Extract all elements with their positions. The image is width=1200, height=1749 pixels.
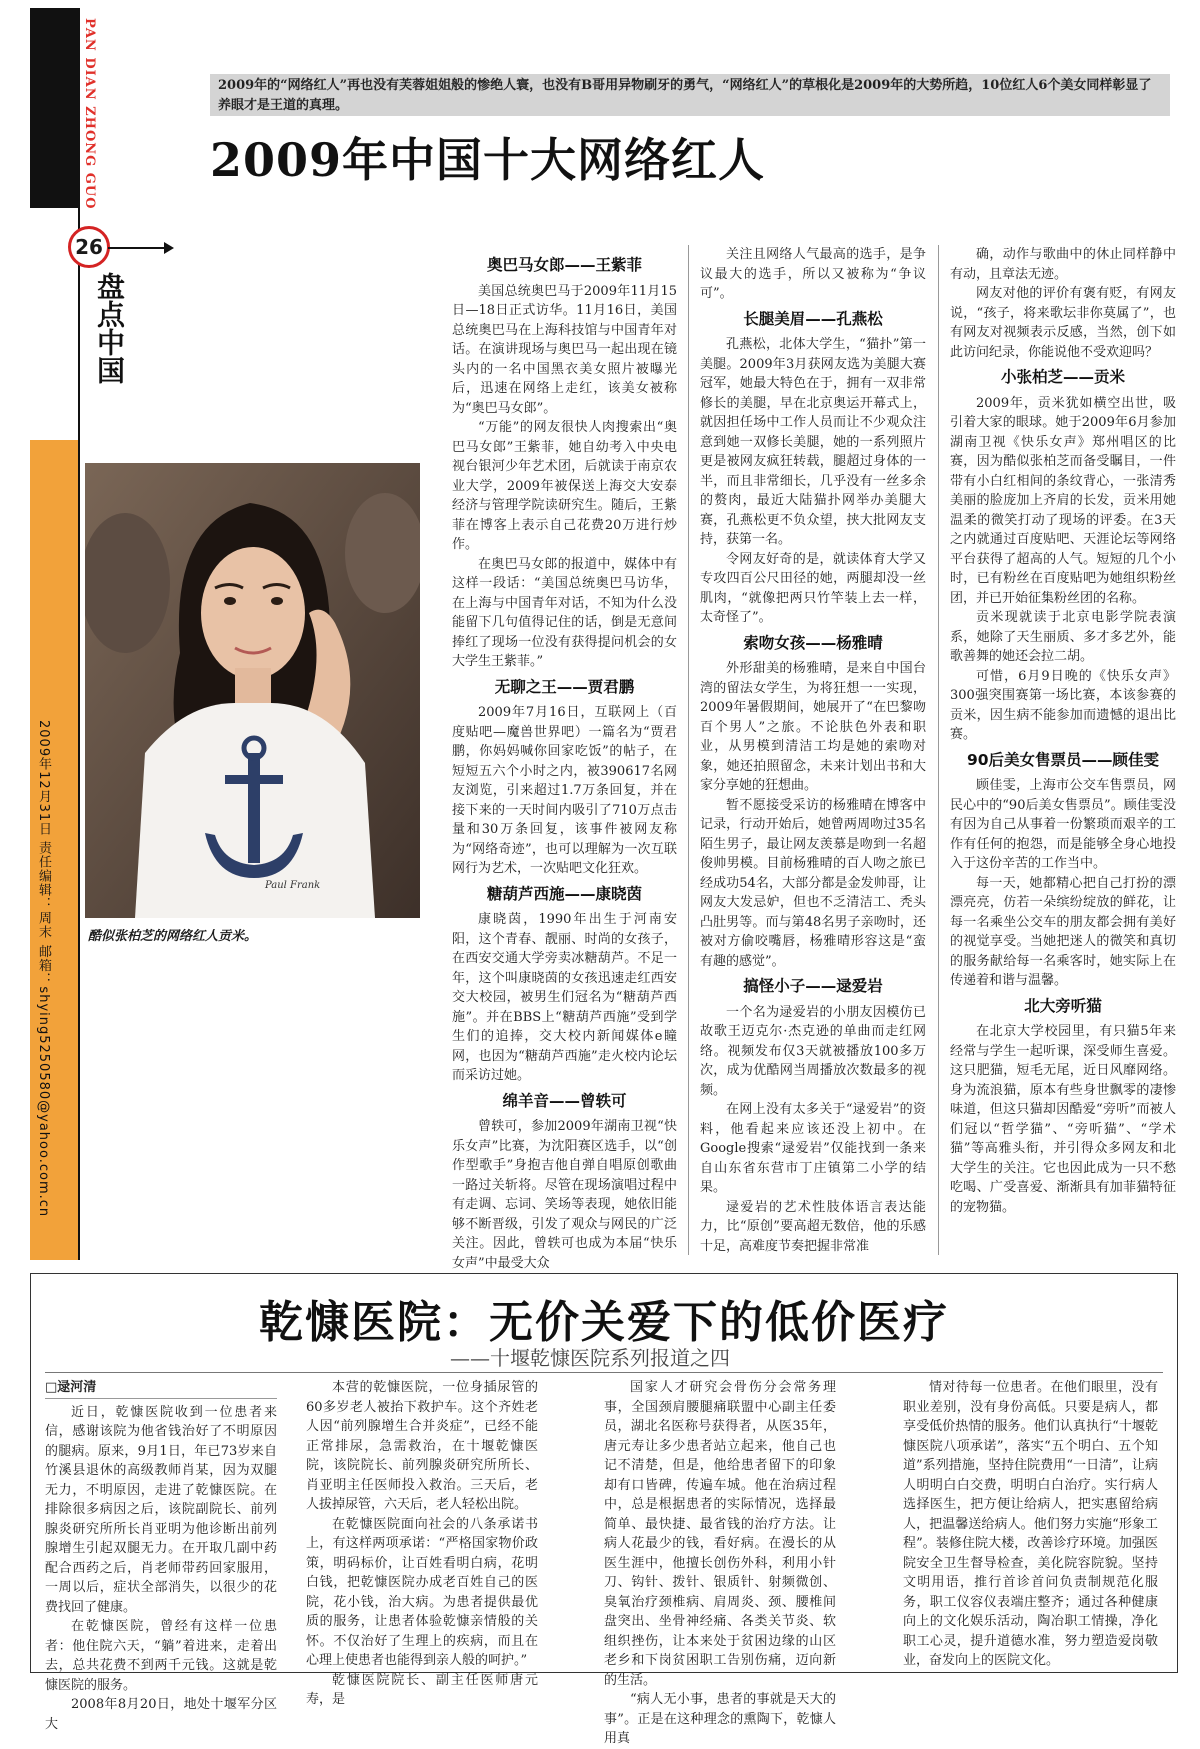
article-column-3: [950, 245, 1176, 1217]
paragraph: 暂不愿接受采访的杨雅晴在博客中记录，行动开始后，她曾两周吻过35名陌生男子，最让网友羡慕是吻到一名超俊帅男模。目前杨雅晴的百人吻之旅已经成功54名，大部分都是金发帅哥，让网友大发忌妒，但也不乏清洁工、秃头凸肚男等。而与第48名男子亲吻时，还被对方偷咬嘴唇，杨雅晴形容这是“蛮有趣的感觉”。: [700, 797, 926, 969]
paragraph: 关注且网络人气最高的选手，是争议最大的选手，所以又被称为“争议可”。: [700, 247, 926, 301]
paragraph: 顾佳雯，上海市公交车售票员，网民心中的“90后美女售票员”。顾佳雯没有因为自己从事着一份繁琐而艰辛的工作有任何的抱怨，而是能够全身心地投入于这份辛苦的工作当中。: [950, 778, 1176, 871]
paragraph: 在乾慷医院，曾经有这样一位患者：他住院六天，“躺”着进来，走着出去，总共花费不到两千元钱。这就是乾慷医院的服务。: [45, 1619, 277, 1693]
sidebar-rule: [78, 8, 80, 1260]
column-divider: [688, 245, 689, 1255]
paragraph: 在奥巴马女郎的报道中，媒体中有这样一段话：“美国总统奥巴马访华，在上海与中国青年对话，不知为什么没能留下几句值得记住的话，倒是无意间捧红了现场一位没有获得提问机会的女大学生王紫菲。”: [452, 556, 677, 669]
advertorial-subtitle: ——十堰乾慷医院系列报道之四: [450, 1346, 730, 1370]
paragraph: 贡米现就读于北京电影学院表演系，她除了天生丽质、多才多艺外，能歌善舞的她还会拉二胡。: [950, 610, 1176, 664]
section-heading: 90后美女售票员——顾佳雯: [966, 750, 1160, 769]
section-heading: 奥巴马女郎——王紫菲: [486, 256, 642, 274]
paragraph: 在网上没有太多关于“逯爱岩”的资料，他看起来应该还没上初中。在Google搜索“逯爱岩”仅能找到一条来自山东省东营市丁庄镇第二小学的结果。: [700, 1102, 926, 1195]
advertorial-column-2: [306, 1378, 538, 1710]
paragraph: 确，动作与歌曲中的休止同样静中有动，且章法无迹。: [950, 247, 1176, 282]
column-divider: [938, 245, 939, 1255]
paragraph: 国家人才研究会骨伤分会常务理事，全国颈肩腰腿痛联盟中心副主任委员，湖北名医称号获得者，从医35年，唐元寿让多少患者站立起来，他自己也记不清楚，但是，他给患者留下的印象却有口皆碑，传遍车城。他在治病过程中，总是根据患者的实际情况，选择最简单、最快捷、最省钱的治疗方法。让病人花最少的钱，看好病。在漫长的从医生涯中，他擅长创伤外科，利用小针刀、钩针、拨针、银质针、射频微创、臭氧治疗颈椎病、肩周炎、颈、腰椎间盘突出、坐骨神经痛、各类关节炎、软组织挫伤，让本来处于贫困边缘的山区老乡和下岗贫困职工告别伤痛，迈向新的生活。: [604, 1380, 836, 1688]
page-number: 26: [68, 226, 110, 268]
section-heading: 小张柏芝——贡米: [1000, 368, 1125, 386]
paragraph: 情对待每一位患者。在他们眼里，没有职业差别，没有身份高低。只要是病人，都享受低价热情的服务。他们认真执行“十堰乾慷医院八项承诺”，落实“五个明白、五个知道”系列措施，坚持住院费用“一日清”，让病人明明白白交费，明明白白治疗。实行病人选择医生，把方便让给病人，把实惠留给病人，把温馨送给病人。他们努力实施“形象工程”。装修住院大楼，改善诊疗环境。加强医院安全卫生督导检查，美化院容院貌。坚持文明用语，推行首诊首问负责制规范化服务，职工仪容仪表端庄整齐；通过各种健康向上的文化娱乐活动，陶冶职工情操，净化职工心灵，提升道德水准，努力塑造爱岗敬业，奋发向上的医院文化。: [903, 1380, 1158, 1668]
advertorial-author: □逯河清: [45, 1378, 277, 1399]
section-heading: 长腿美眉——孔燕松: [743, 309, 883, 328]
paragraph: 美国总统奥巴马于2009年11月15日—18日正式访华。11月16日，美国总统奥巴马在上海科技馆与中国青年对话。在演讲现场与奥巴马一起出现在镜头内的一名中国黑衣美女照片被曝光后，迅速在网络上走红，该美女被称为“奥巴马女郎”。: [452, 283, 677, 416]
paragraph: 近日，乾慷医院收到一位患者来信，感谢该院为他省钱治好了不明原因的腿病。原来，9月1日，年已73岁来自竹溪县退休的高级教师肖某，因为双腿无力，不明原因，走进了乾慷医院。在排除很多病因之后，该院副院长、前列腺炎研究所所长肖亚明为他诊断出前列腺增生引起双腿无力。在开取几副中药配合西药之后，肖老师带药回家服用，一周以后，症状全部消失，以很少的花费找回了健康。: [45, 1404, 277, 1615]
photo-caption: 酷似张柏芝的网络红人贡米。: [88, 929, 258, 944]
paragraph: 令网友好奇的是，就读体育大学又专攻四百公尺田径的她，两腿却没一丝肌肉，“就像把两只竹竿装上去一样，太奇怪了”。: [700, 551, 926, 625]
paragraph: 2008年8月20日，地处十堰军分区大: [45, 1697, 277, 1732]
tshirt-text: Paul Frank: [265, 880, 321, 891]
paragraph: 2009年，贡米犹如横空出世，吸引着大家的眼球。她于2009年6月参加湖南卫视《快乐女声》郑州唱区的比赛，因为酷似张柏芝而备受瞩目，一件带有小白红相间的条纹背心，一张清秀美丽的脸庞加上齐肩的长发，贡米用她温柔的微笑打动了现场的评委。在3天之内就通过百度贴吧、天涯论坛等网络平台获得了超高的人气。短短的几个小时，已有粉丝在百度贴吧为她组织粉丝团，并已开始征集粉丝团的名称。: [950, 395, 1176, 606]
paragraph: 乾慷医院院长、副主任医师唐元寿，是: [306, 1672, 538, 1707]
paragraph: 每一天，她都精心把自己打扮的漂漂亮亮，仿若一朵缤纷绽放的鲜花，让每一名乘坐公交车的朋友都会拥有美好的视觉享受。当她把迷人的微笑和真切的服务献给每一名乘客时，她实际上在传递着和谐与温馨。: [950, 875, 1176, 988]
paragraph: 康晓茵，1990年出生于河南安阳，这个青春、靓丽、时尚的女孩子，在西安交通大学旁卖冰糖葫芦。不足一年，这个叫康晓茵的女孩迅速走红西安交大校园，被男生们冠名为“糖葫芦西施”。并在BBS上“糖葫芦西施”受到学生们的追捧，交大校内新闻媒体e瞳网，也因为“糖葫芦西施”走火校内论坛而采访过她。: [452, 912, 677, 1083]
paragraph: 可惜，6月9日晚的《快乐女声》300强突围赛第一场比赛，本该参赛的贡米，因生病不能参加而遗憾的退出比赛。: [950, 668, 1176, 742]
section-heading: 绵羊音——曾轶可: [502, 1091, 627, 1110]
intro-lede: 2009年的“网络红人”再也没有芙蓉姐姐般的惨绝人寰，也没有B哥用异物刷牙的勇气，“网络红人”的草根化是2009年的大势所趋，10位红人6个美女同样彰显了养眼才是王道的真理。: [210, 74, 1170, 116]
advertorial-column-1: [45, 1378, 277, 1734]
paragraph: 孔燕松，北体大学生，“猫扑”第一美腿。2009年3月获网友选为美腿大赛冠军，她最大特色在于，拥有一双非常修长的美腿，早在北京奥运开幕式上，就因担任场中工作人员而让不少观众注意到她一双修长美腿，她的一系列照片更是被网友疯狂转载，腿超过身体的一半，而且非常细长，几乎没有一丝多余的赘肉，最近大陆猫扑网举办美腿大赛，孔燕松更不负众望，挟大批网友支持，获第一名。: [700, 337, 926, 547]
paragraph: 外形甜美的杨雅晴，是来自中国台湾的留法女学生，为将狂想一一实现，2009年暑假期间，她展开了“在巴黎吻百个男人”之旅。不论肤色外表和职业，从男模到清洁工均是她的索吻对象，她还拍照留念，未来计划出书和大家分享她的狂想曲。: [700, 661, 926, 793]
advertorial-column-4: [903, 1378, 1158, 1671]
section-heading: 无聊之王——贾君鹏: [494, 677, 635, 696]
paragraph: 曾轶可，参加2009年湖南卫视“快乐女声”比赛，为沈阳赛区选手，以“创作型歌手”身抱吉他自弹自唱原创歌曲一路过关斩将。尽管在现场演唱过程中有走调、忘词、笑场等表现，她依旧能够不断晋级，引发了观众与网民的广泛关注。因此，曾轶可也成为本届“快乐女声”中最受大众: [452, 1119, 677, 1271]
advertorial-title: 乾慷医院：无价关爱下的低价医疗: [259, 1297, 949, 1348]
advertorial-column-3: [604, 1378, 836, 1749]
section-heading: 北大旁听猫: [1024, 996, 1102, 1015]
article-column-1: [452, 250, 677, 1273]
section-heading: 搞怪小子——逯爱岩: [743, 977, 883, 995]
section-title: 盘点中国: [93, 272, 126, 384]
section-heading: 索吻女孩——杨雅晴: [743, 633, 883, 652]
paragraph: “病人无小事，患者的事就是天大的事”。正是在这种理念的熏陶下，乾慷人用真: [604, 1692, 836, 1746]
portrait-illustration: [85, 463, 420, 918]
paragraph: 网友对他的评价有褒有贬，有网友说，“孩子，将来歌坛非你莫属了”，也有网友对视频表示反感，当然，创下如此访问纪录，你能说他不受欢迎吗？: [950, 286, 1176, 360]
paragraph: 在乾慷医院面向社会的八条承诺书上，有这样两项承诺：“严格国家物价政策，明码标价，让百姓看明白病，花明白钱，把乾慷医院办成老百姓自己的医院，花小钱，治大病。为患者提供最优质的服务，让患者体验乾慷亲情般的关怀。不仅治好了生理上的疾病，而且在心理上使患者也能得到亲人般的呵护。”: [306, 1516, 538, 1668]
issue-meta: 2009年12月31日 责任编辑：周末 邮箱：shying5250580@yahoo.com.cn: [36, 720, 51, 1218]
paragraph: 逯爱岩的艺术性肢体语言表达能力，比“原创”要高超无数倍，他的乐感十足，高难度节奏把握非常准: [700, 1199, 926, 1254]
article-column-2: [700, 245, 926, 1256]
paragraph: 一个名为逯爱岩的小朋友因模仿已故歌王迈克尔·杰克逊的单曲而走红网络。视频发布仅3天就被播放100多万次，成为优酷网当周播放次数最多的视频。: [700, 1004, 926, 1098]
paragraph: 本营的乾慷医院，一位身插尿管的60多岁老人被抬下救护车。这个齐姓老人因“前列腺增生合并炎症”，已经不能正常排尿，急需救治，在十堰乾慷医院，该院院长、前列腺炎研究所所长、肖亚明主任医师投入救治。三天后，老人拔掉尿管，六天后，老人轻松出院。: [306, 1380, 538, 1512]
brand-vertical: PAN DIAN ZHONG GUO: [82, 18, 97, 210]
page-arrow: [108, 247, 168, 249]
portrait-photo: [85, 463, 420, 918]
arrow-head-icon: [164, 242, 174, 254]
section-heading: 糖葫芦西施——康晓茵: [486, 884, 642, 903]
advertorial-rule: [45, 1372, 1163, 1373]
paragraph: 在北京大学校园里，有只猫5年来经常与学生一起听课，深受师生喜爱。这只肥猫，短毛无尾，近日风靡网络。身为流浪猫，原本有些身世飘零的凄惨味道，但这只猫却因酷爱“旁听”而被人们冠以“哲学猫”、“旁听猫”、“学术猫”等高雅头衔，并引得众多网友和北大学生的关注。它也因此成为一只不愁吃喝、广受喜爱、渐渐具有加菲猫特征的宠物猫。: [950, 1024, 1176, 1215]
paragraph: 2009年7月16日，互联网上（百度贴吧—魔兽世界吧）一篇名为“贾君鹏，你妈妈喊你回家吃饭”的帖子，在短短五六个小时之内，被390617名网友浏览，引来超过1.7万条回复，并在接下来的一天时间内吸引了710万点击量和30万条回复，该事件被网友称为“网络奇迹”，也可以理解为一次互联网行为艺术，一次贴吧文化狂欢。: [452, 705, 677, 876]
sidebar-black-band: [30, 8, 78, 208]
page-title: 2009年中国十大网络红人: [210, 133, 766, 187]
paragraph: “万能”的网友很快人肉搜索出“奥巴马女郎”王紫菲，她自幼考入中央电视台银河少年艺术团，后就读于南京农业大学，2009年被保送上海交大安泰经济与管理学院读研究生。随后，王紫菲在博客上表示自己花费20万进行炒作。: [452, 420, 677, 552]
